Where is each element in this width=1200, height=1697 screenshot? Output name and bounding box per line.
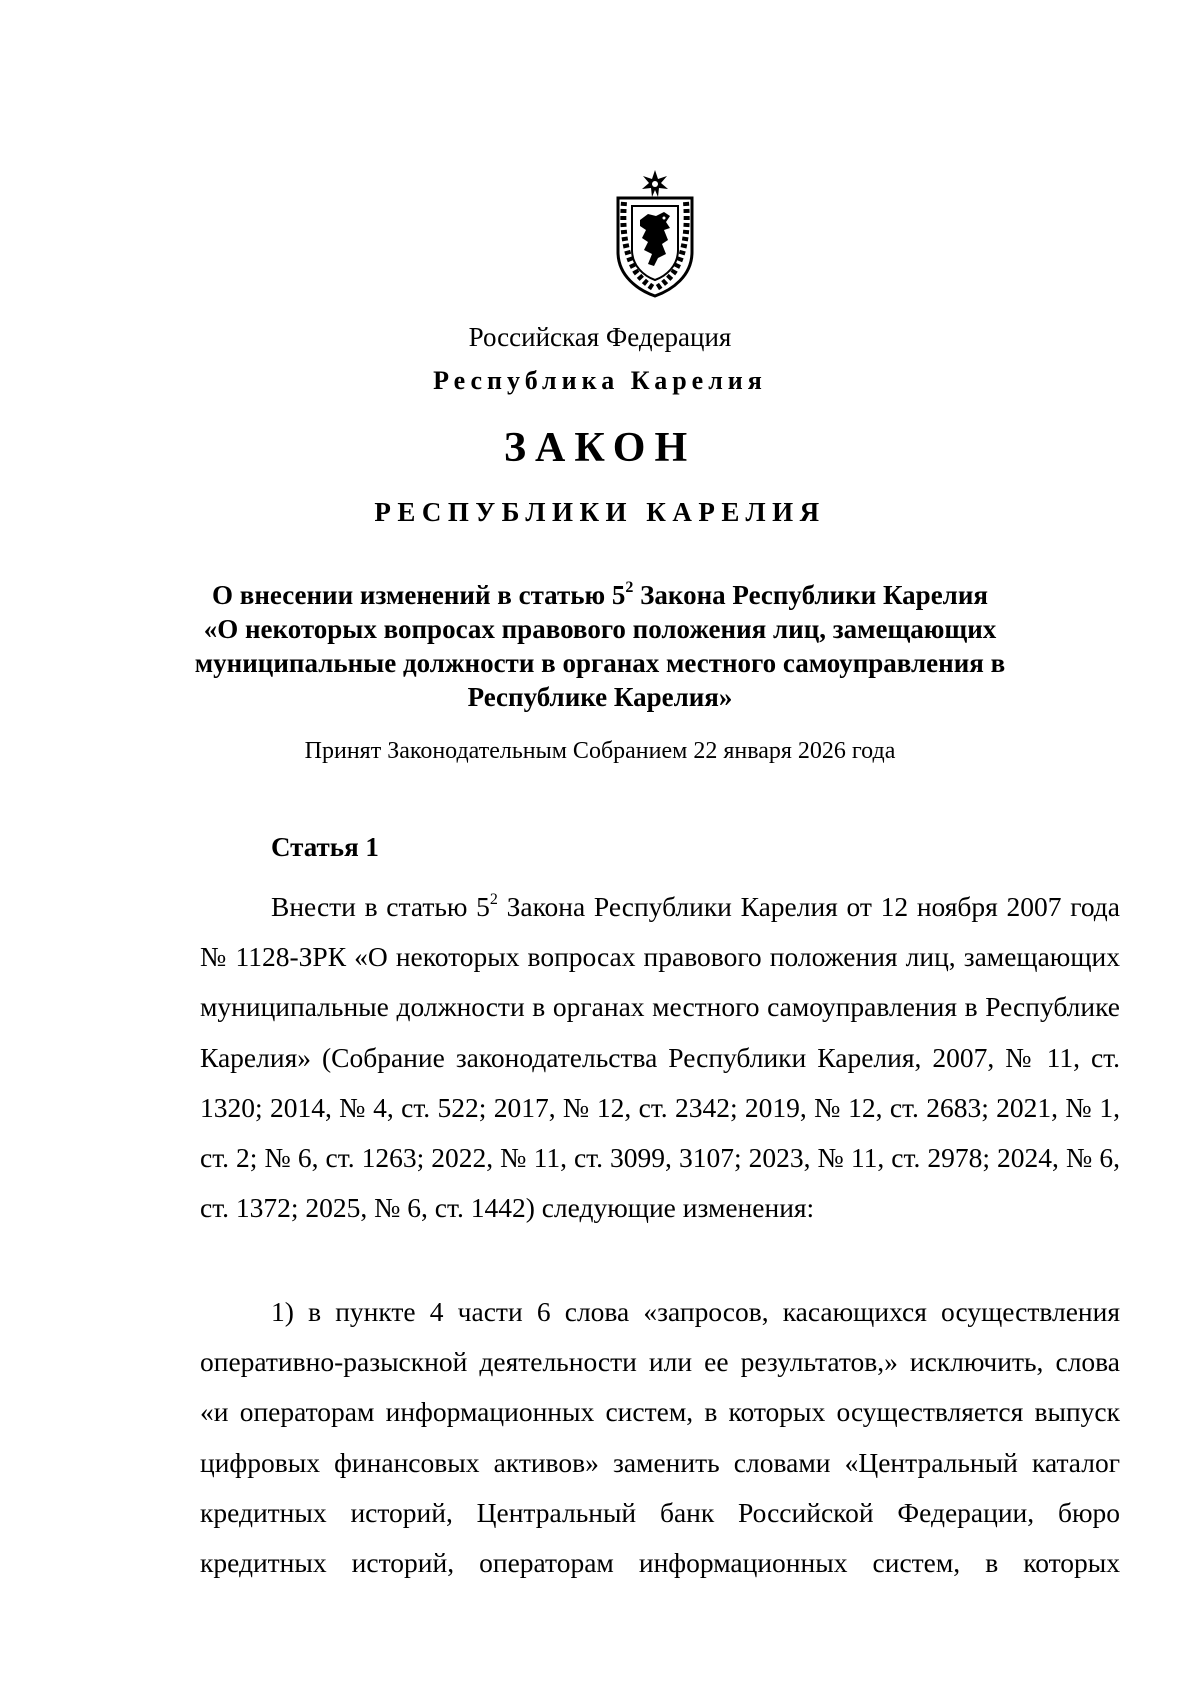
document-issuer: РЕСПУБЛИКИ КАРЕЛИЯ	[374, 497, 826, 527]
coat-of-arms-karelia	[612, 168, 698, 298]
title-line-3: муниципальные должности в органах местного самоуправления в	[194, 648, 1006, 678]
law-title	[180, 578, 1020, 714]
article-heading: Статья 1	[271, 832, 379, 862]
document-type: ЗАКОН	[503, 425, 697, 471]
adoption-note: Принят Законодательным Собранием 22 января 2026 года	[304, 738, 896, 764]
star-icon	[642, 170, 668, 197]
republic-name: Республика Карелия	[433, 366, 767, 395]
article-paragraph-2: 1) в пункте 4 части 6 слова «запросов, касающихся осуществления оперативно-разыскной деятельности или ее результатов,» исключить, слова «и операторам информационных систем, в которых осуществляется выпуск цифровых финансовых активов» заменить словами «Центральный каталог кредитных историй, Центральный банк Российской Федерации, бюро кредитных историй, операторам информационных систем, в которых	[200, 1296, 1120, 1579]
article-paragraph-1: Внести в статью $5^2$ Закона Республики Карелия от 12 ноября 2007 года № 1128-ЗРК «О некоторых вопросах правового положения лиц, замещающих муниципальные должности в органах местного самоуправления в Республике Карелия» (Собрание законодательства Республики Карелия, 2007, № 11, ст. 1320; 2014, № 4, ст. 522; 2017, № 12, ст. 2342; 2019, № 12, ст. 2683; 2021, № 1, ст. 2; № 6, ст. 1263; 2022, № 11, ст. 3099, 3107; 2023, № 11, ст. 2978; 2024, № 6, ст. 1372; 2025, № 6, ст. 1442) следующие изменения:	[200, 890, 1120, 1224]
title-line-1: О внесении изменений в статью $5^2$ Закона Республики Карелия	[212, 579, 988, 610]
title-line-2: «О некоторых вопросах правового положения лиц, замещающих	[203, 614, 997, 644]
title-line-4: Республике Карелия»	[467, 682, 733, 712]
country-name: Российская Федерация	[468, 322, 732, 352]
